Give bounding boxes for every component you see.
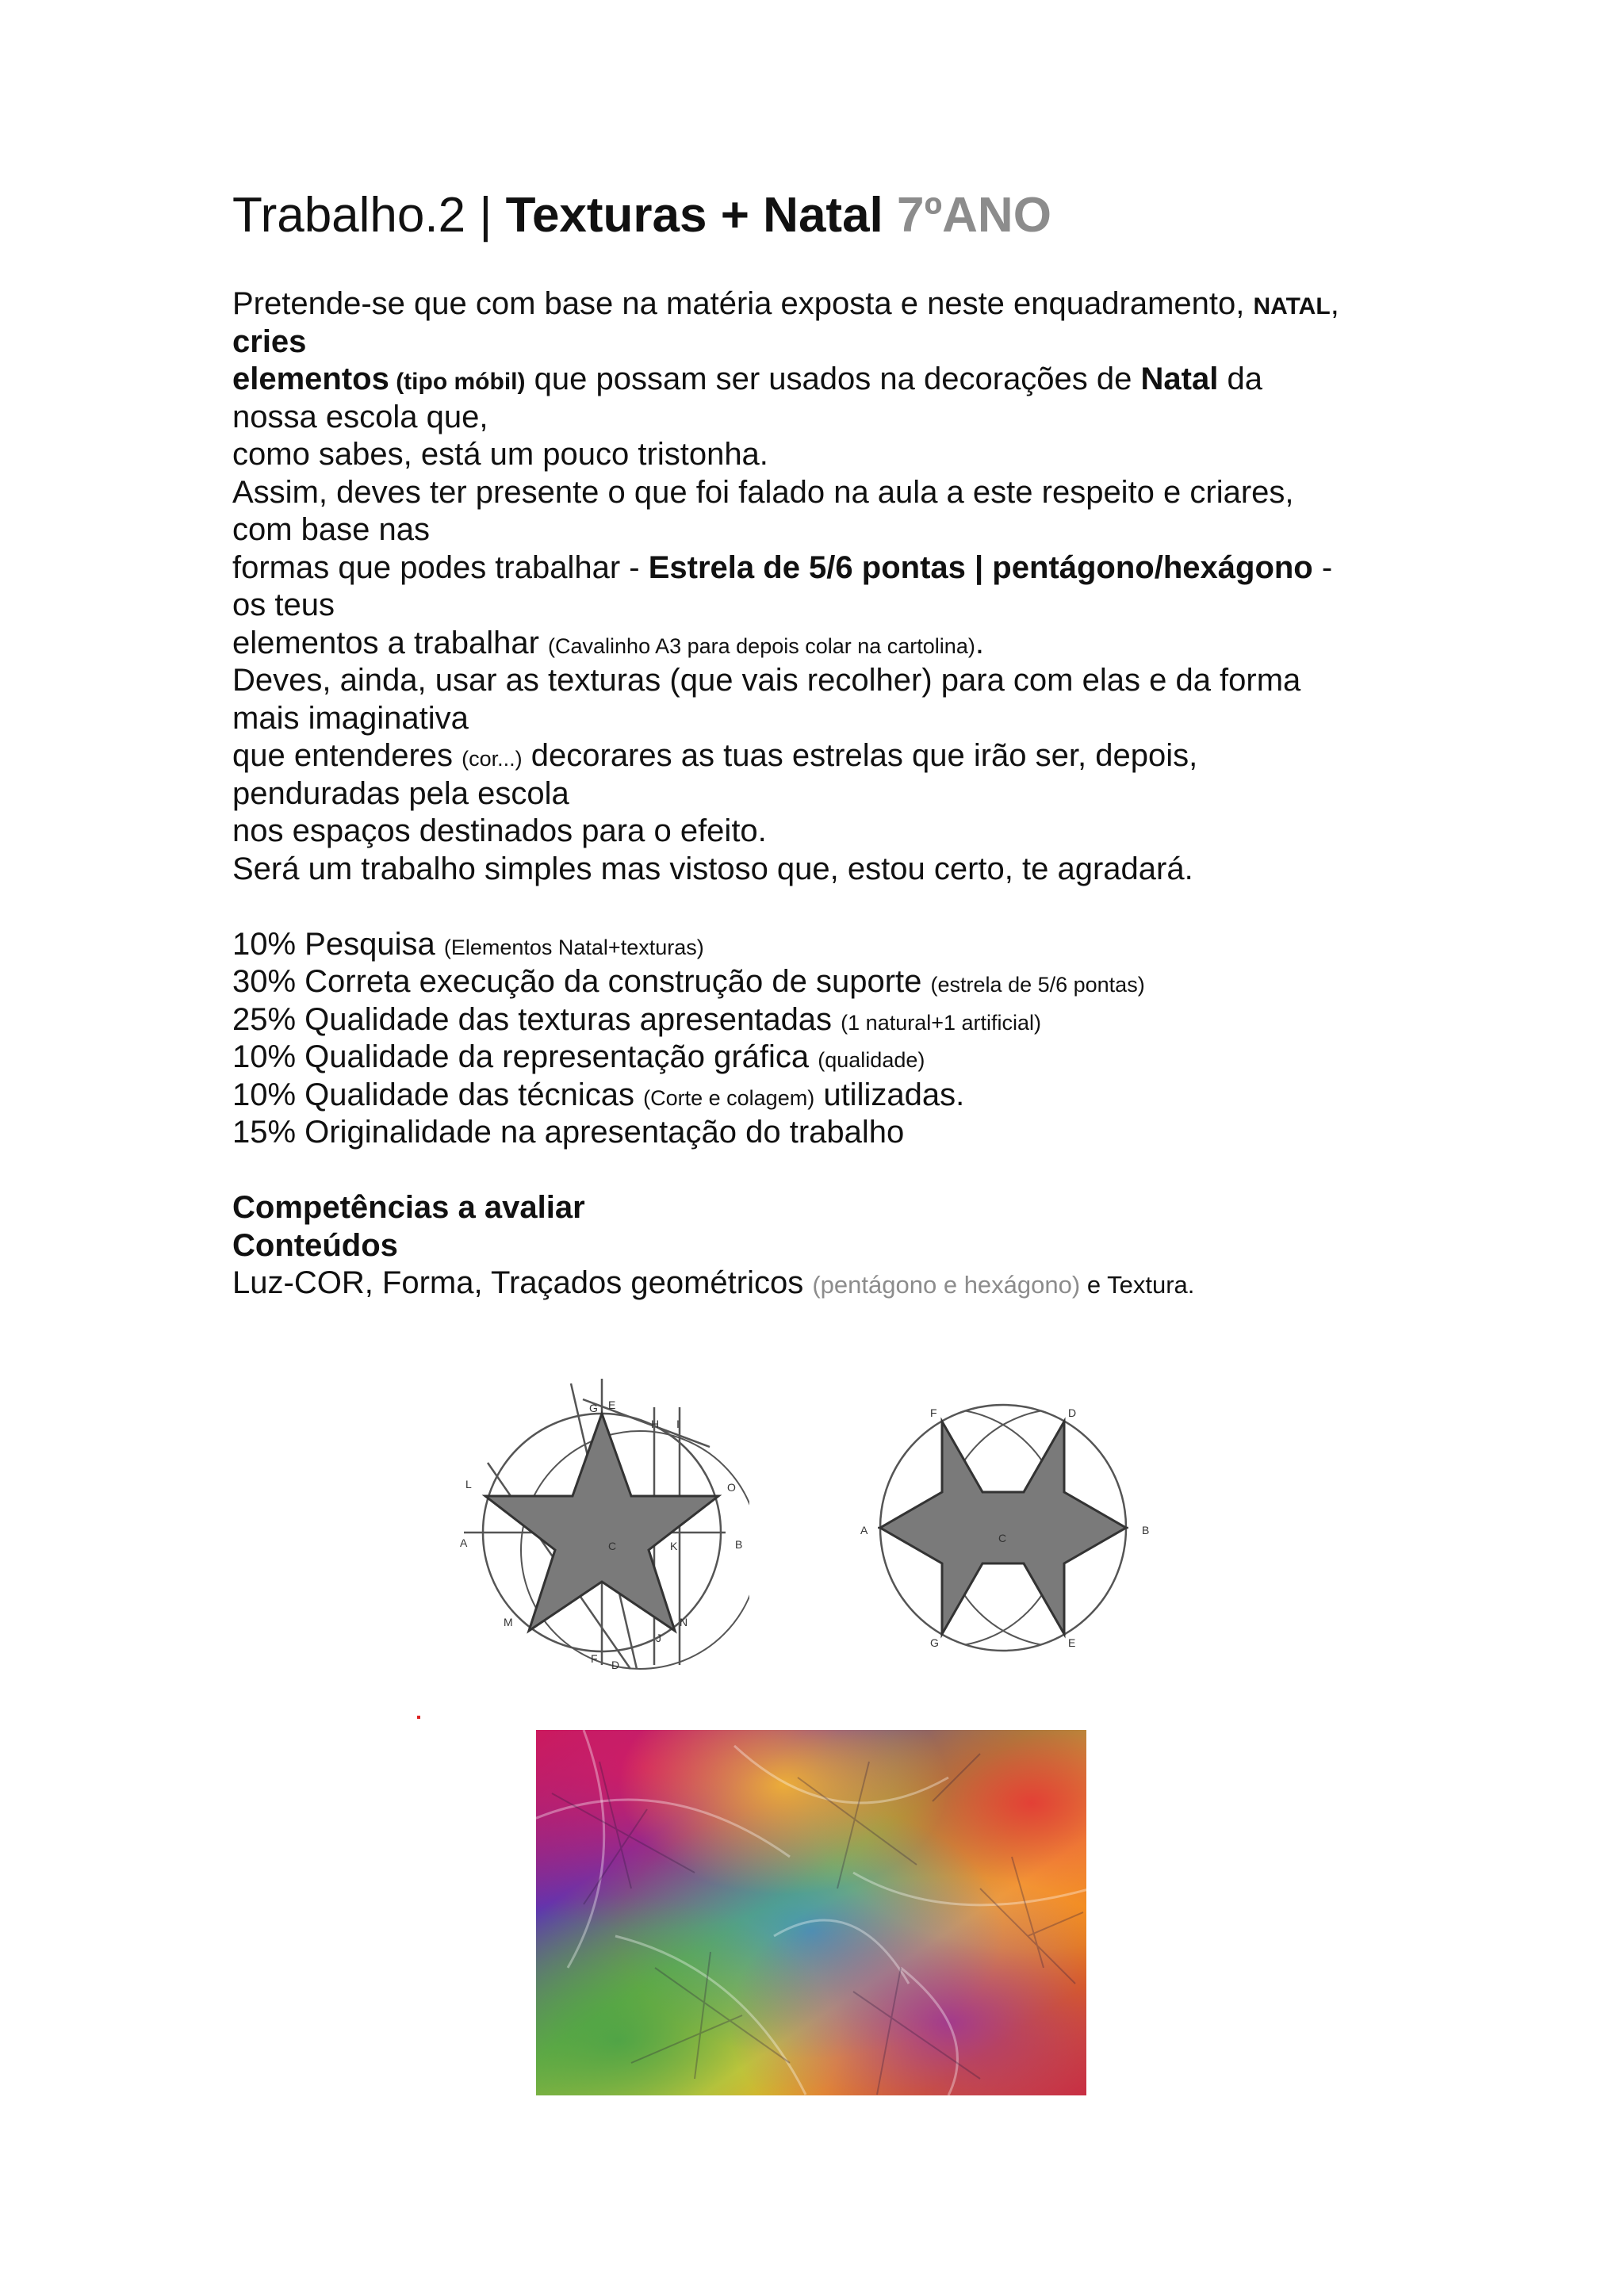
svg-text:H: H xyxy=(651,1418,660,1430)
svg-text:F: F xyxy=(930,1406,937,1419)
criteria-item: 10% Qualidade das técnicas (Corte e colagem) utilizadas. xyxy=(232,1077,965,1112)
paragraph-line: elementos (tipo móbil) que possam ser usados na decorações de Natal da xyxy=(232,362,1262,396)
svg-text:B: B xyxy=(735,1538,743,1551)
svg-text:E: E xyxy=(1068,1636,1076,1649)
svg-text:D: D xyxy=(1068,1406,1077,1419)
svg-text:I: I xyxy=(676,1418,680,1430)
conteudos-heading: Conteúdos xyxy=(232,1227,398,1263)
paragraph-line: cries xyxy=(232,323,307,359)
svg-text:F: F xyxy=(591,1652,598,1665)
paragraph-line: com base nas xyxy=(232,512,431,547)
svg-text:D: D xyxy=(611,1659,620,1671)
svg-text:M: M xyxy=(504,1616,513,1628)
criteria-item: 25% Qualidade das texturas apresentadas (1 natural+1 artificial) xyxy=(232,1001,1042,1037)
criteria-item: 10% Pesquisa (Elementos Natal+texturas) xyxy=(232,926,704,962)
title-main: Texturas + Natal xyxy=(505,188,883,243)
page-title xyxy=(232,184,1051,247)
title-prefix: Trabalho.2 | xyxy=(232,188,506,243)
criteria-item: 10% Qualidade da representação gráfica (qualidade) xyxy=(232,1039,925,1074)
svg-text:B: B xyxy=(1142,1524,1150,1536)
svg-text:G: G xyxy=(589,1402,598,1414)
paragraph-line: Assim, deves ter presente o que foi falado na aula a este respeito e criares, xyxy=(232,474,1294,510)
svg-text:O: O xyxy=(727,1481,736,1494)
competencias-heading: Competências a avaliar xyxy=(232,1190,585,1225)
svg-text:A: A xyxy=(460,1536,468,1549)
paragraph-line: que entenderes (cor...) decorares as tuas estrelas que irão ser, depois, xyxy=(232,738,1198,773)
svg-text:E: E xyxy=(608,1399,616,1411)
paragraph-line: os teus xyxy=(232,587,335,622)
hexagram-construction-figure xyxy=(829,1391,1162,1665)
svg-text:A: A xyxy=(860,1524,868,1536)
criteria-item: 30% Correta execução da construção de suporte (estrela de 5/6 pontas) xyxy=(232,964,1145,999)
svg-text:N: N xyxy=(680,1616,688,1628)
pentagram-construction-figure xyxy=(456,1368,749,1677)
title-grade: 7ºANO xyxy=(883,188,1051,243)
paragraph-line: mais imaginativa xyxy=(232,700,469,736)
paragraph-line: como sabes, está um pouco tristonha. xyxy=(232,437,768,472)
paragraph-line: nossa escola que, xyxy=(232,399,488,434)
svg-text:G: G xyxy=(930,1636,939,1649)
hexagram-fill xyxy=(880,1422,1126,1634)
svg-text:C: C xyxy=(998,1532,1007,1544)
paragraph-line: Será um trabalho simples mas vistoso que, estou certo, te agradará. xyxy=(232,851,1193,886)
paragraph-line: nos espaços destinados para o efeito. xyxy=(232,813,767,848)
paragraph-line: Deves, ainda, usar as texturas (que vais recolher) para com elas e da forma xyxy=(232,663,1301,698)
paragraph-line: formas que podes trabalhar - Estrela de 5/6 pontas | pentágono/hexágono - xyxy=(232,549,1333,585)
svg-text:K: K xyxy=(670,1540,678,1552)
body-text xyxy=(232,285,1422,1303)
conteudos-line: Luz-COR, Forma, Traçados geométricos (pentágono e hexágono) e Textura. xyxy=(232,1265,1195,1300)
stray-dot xyxy=(417,1716,420,1719)
svg-text:C: C xyxy=(608,1540,617,1552)
paragraph-line: Pretende-se que com base na matéria exposta e neste enquadramento, NATAL, xyxy=(232,286,1339,321)
texture-image xyxy=(536,1730,1086,2095)
criteria-item: 15% Originalidade na apresentação do trabalho xyxy=(232,1115,905,1150)
paragraph-line: elementos a trabalhar (Cavalinho A3 para depois colar na cartolina). xyxy=(232,625,984,660)
paragraph-line: penduradas pela escola xyxy=(232,775,569,811)
svg-text:J: J xyxy=(656,1632,661,1644)
svg-text:L: L xyxy=(465,1478,472,1490)
criteria-list xyxy=(232,926,1422,1152)
